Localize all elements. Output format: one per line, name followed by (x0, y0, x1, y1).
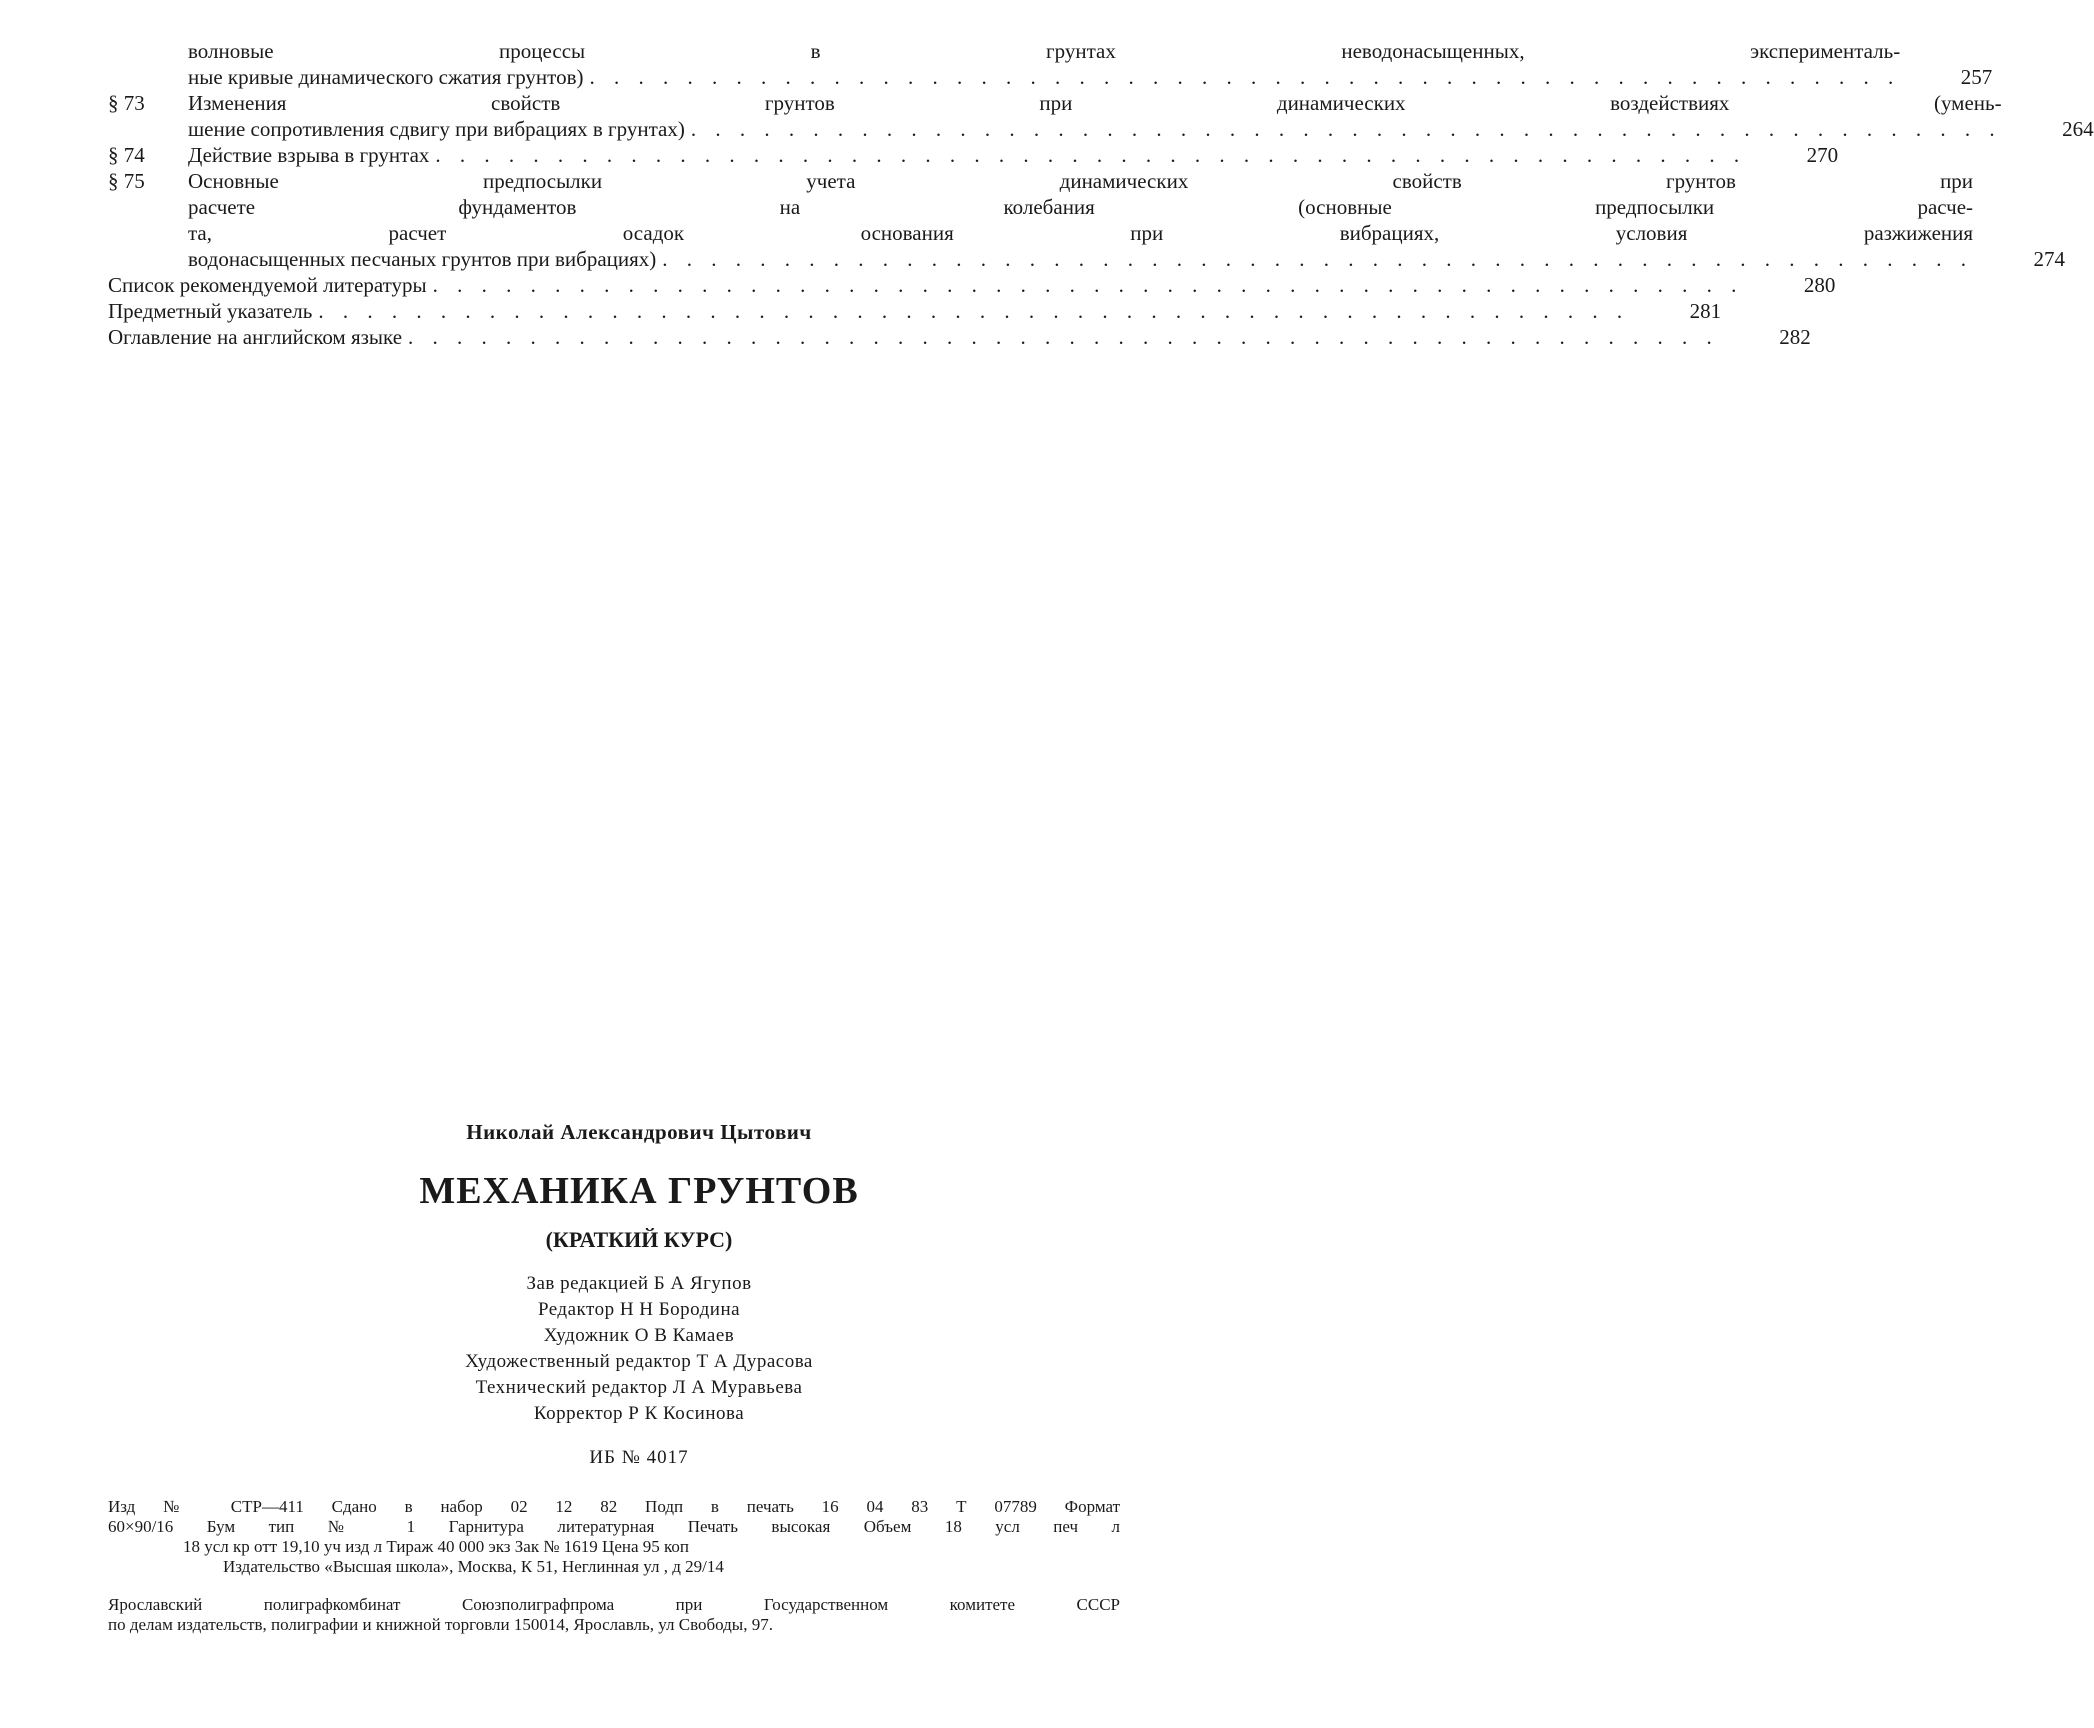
staff-line: Редактор Н Н Бородина (537, 1299, 741, 1320)
book-title: МЕХАНИКА ГРУНТОВ (419, 1170, 859, 1212)
toc-line: Оглавление на английском языке (108, 325, 403, 349)
publication-line: 18 усл кр отт 19,10 уч изд л Тираж 40 000 экз Зак № 1619 Цена 95 коп (183, 1537, 690, 1556)
toc-line: ные кривые динамического сжатия грунтов) (188, 65, 584, 89)
toc-back-matter-bibliography (108, 272, 1836, 298)
editorial-staff (158, 1271, 1120, 1427)
publication-line: Изд № СТР—411 Сдано в набор 02 12 82 Подп в печать 16 04 83 Т 07789 Формат (108, 1497, 1120, 1516)
toc-line: Основные предпосылки учета динамических свойств грунтов при (188, 169, 1974, 193)
toc-line: Список рекомендуемой литературы (108, 273, 427, 297)
toc-page-number: 280 (1803, 273, 1836, 297)
toc-continuation (108, 38, 1993, 90)
toc-page-number: 274 (2033, 247, 2066, 271)
toc-section-number: § 75 (108, 169, 145, 193)
toc-page-number: 270 (1806, 143, 1839, 167)
author-name: Николай Александрович Цытович (466, 1120, 812, 1144)
toc-back-matter-index (108, 298, 1722, 324)
leader-dots (435, 142, 1746, 168)
toc-line: волновые процессы в грунтах неводонасыщенных, эксперименталь- (188, 39, 1901, 63)
toc-page-number: 281 (1689, 299, 1722, 323)
printer-line: Ярославский полиграфкомбинат Союзполиграфпрома при Государственном комитете СССР (108, 1595, 1120, 1614)
printer-details (108, 1595, 1120, 1635)
leader-dots (691, 116, 2002, 142)
leader-dots (408, 324, 1719, 350)
publication-line: 60×90/16 Бум тип № 1 Гарнитура литературная Печать высокая Объем 18 усл печ л (108, 1517, 1120, 1536)
toc-page-number: 282 (1779, 325, 1811, 349)
toc-entry-74 (108, 142, 1839, 168)
staff-line: Художник О В Камаев (543, 1325, 735, 1346)
book-subtitle: (КРАТКИЙ КУРС) (545, 1227, 733, 1252)
toc-line: Предметный указатель (108, 299, 313, 323)
publication-details (108, 1497, 1120, 1577)
toc-line: шение сопротивления сдвигу при вибрациях в грунтах) (188, 117, 685, 141)
toc-line: расчете фундаментов на колебания (основные предпосылки расче- (188, 195, 1974, 219)
staff-line: Зав редакцией Б А Ягупов (526, 1273, 752, 1294)
toc-entry-75 (108, 168, 2066, 272)
publication-line: Издательство «Высшая школа», Москва, К 51, Неглинная ул , д 29/14 (223, 1557, 724, 1576)
imprint-block (108, 1120, 1120, 1635)
printer-line: по делам издательств, полиграфии и книжной торговли 150014, Ярославль, ул Свободы, 97. (108, 1615, 773, 1634)
table-of-contents (108, 38, 2094, 350)
toc-section-number: § 74 (108, 143, 145, 167)
leader-dots (662, 246, 1973, 272)
leader-dots (433, 272, 1744, 298)
ib-number: ИБ № 4017 (589, 1447, 689, 1468)
staff-line: Корректор Р К Косинова (533, 1403, 745, 1424)
toc-line: Действие взрыва в грунтах (188, 143, 430, 167)
toc-line: та, расчет осадок основания при вибрациях, условия разжижения (188, 221, 1974, 245)
toc-page-number: 257 (1960, 65, 1993, 89)
leader-dots (589, 64, 1900, 90)
staff-line: Художественный редактор Т А Дурасова (465, 1351, 813, 1372)
toc-section-number: § 73 (108, 91, 145, 115)
toc-line: Изменения свойств грунтов при динамических воздействиях (умень- (188, 91, 2002, 115)
staff-line: Технический редактор Л А Муравьева (475, 1377, 803, 1398)
toc-entry-73 (108, 90, 2094, 142)
leader-dots (318, 298, 1629, 324)
toc-back-matter-english-contents (108, 324, 1811, 350)
toc-line: водонасыщенных песчаных грунтов при вибрациях) (188, 247, 657, 271)
toc-page-number: 264 (2062, 117, 2094, 141)
